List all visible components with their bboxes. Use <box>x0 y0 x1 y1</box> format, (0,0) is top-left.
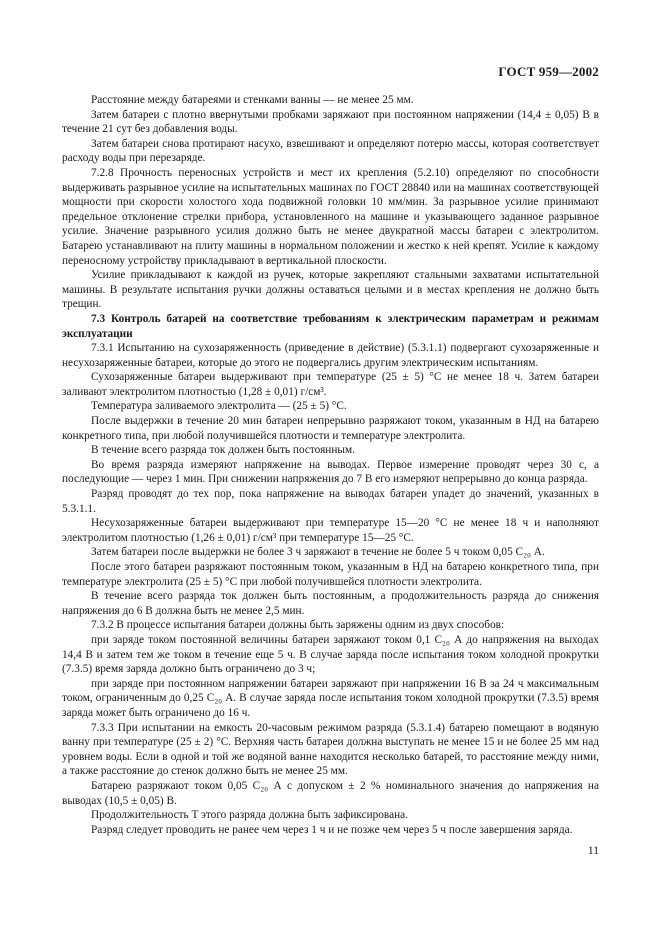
paragraph: Разряд следует проводить не ранее чем через 1 ч и не позже чем через 5 ч после завершения заряда. <box>91 823 573 836</box>
paragraph: Батарею разряжают током 0,05 C₂₀ А с допуском ± 2 % номинального значения до напряжения на выводах (10,5 ± 0,05) В. <box>62 779 599 807</box>
paragraph: 7.3.1 Испытанию на сухозаряженность (приведение в действие) (5.3.1.1) подвергают сухозаряженные и несухозаряженные батареи, которые до этого не подвергались другим электрическим испытаниям. <box>62 342 599 369</box>
paragraph: После выдержки в течение 20 мин батареи непрерывно разряжают током, указанным в НД на батарею конкретного типа, при любой получившейся плотности и температуре электролита. <box>62 415 599 442</box>
paragraph: Усилие прикладывают к каждой из ручек, которые закрепляют стальными захватами испытательной машины. В результате испытания ручки должны оставаться целыми и в местах крепления не должно быть трещин. <box>62 269 599 311</box>
paragraph: Во время разряда измеряют напряжение на выводах. Первое измерение проводят через 30 с, а последующие — через 1 мин. При снижении напряжения до 7 В его измеряют непрерывно до конца разряда. <box>62 458 599 486</box>
standard-header: ГОСТ 959—2002 <box>498 64 599 79</box>
paragraph: Затем батареи после выдержки не более 3 ч заряжают в течение не более 5 ч током 0,05 C₂₀ А. <box>91 546 545 559</box>
paragraph: Температура заливаемого электролита — (25 ± 5) °С. <box>91 400 347 413</box>
paragraph: 7.3.2 В процессе испытания батареи должны быть заряжены одним из двух способов: <box>91 619 505 632</box>
paragraph: Затем батареи с плотно ввернутыми пробками заряжают при постоянном напряжении (14,4 ± 0,05) В в течение 21 сут без добавления воды. <box>62 108 599 136</box>
paragraph: при заряде током постоянной величины батареи заряжают током 0,1 C₂₀ А до напряжения на выходах 14,4 В и затем тем же током в течение еще 5 ч. В случае заряда после испытания током холодной прокрутки (7.3.5) время заряда должно быть ограничено до 3 ч; <box>62 633 599 676</box>
paragraph: 7.3.3 При испытании на емкость 20-часовым режимом разряда (5.3.1.4) батарею помещают в водяную ванну при температуре (25 ± 2) °С. Верхняя часть батареи должна выступать не менее 15 и не более 25 мм над уровнем воды. Если в одной и той же водяной ванне находится несколько батарей, то расстояние между ними, а также расстояние до стенок должно быть не менее 25 мм. <box>62 721 599 778</box>
paragraph: Несухозаряженные батареи выдерживают при температуре 15—20 °С не менее 18 ч и наполняют электролитом плотностью (1,26 ± 0,01) г/см³ при температуре 15—25 °С. <box>62 517 599 544</box>
paragraph: Сухозаряженные батареи выдерживают при температуре (25 ± 5) °С не менее 18 ч. Затем батареи заливают электролитом плотностью (1,28 ± 0,01) г/см³. <box>62 371 599 398</box>
paragraph: при заряде при постоянном напряжении батареи заряжают при напряжении 16 В за 24 ч максимальным током, ограниченным до 0,25 C₂₀ А. В случае заряда после испытания током холодной прокрутки (7.3.5) время заряда может быть ограничено до 16 ч. <box>62 677 599 719</box>
paragraph: После этого батареи разряжают постоянным током, указанным в НД на батарею конкретного типа, при температуре электролита (25 ± 5) °С при любой получившейся плотности электролита. <box>62 561 599 588</box>
paragraph: В течение всего разряда ток должен быть постоянным. <box>91 444 355 457</box>
paragraph: Разряд проводят до тех пор, пока напряжение на выводах батареи упадет до значений, указанных в 5.3.1.1. <box>62 488 599 515</box>
document-body <box>62 93 599 837</box>
paragraph: В течение всего разряда ток должен быть постоянным, а продолжительность разряда до снижения напряжения до 6 В должна быть не менее 2,5 мин. <box>62 590 599 617</box>
paragraph: 7.2.8 Прочность переносных устройств и мест их крепления (5.2.10) определяют по способности выдерживать разрывное усилие на испытательных машинах по ГОСТ 28840 или на машинах соответствующей мощности при скорости холостого хода подвижной головки 10 мм/мин. За разрывное усилие принимают предельное отклонение стрелки прибора, установленного на машине и указывающего заданное разрывное усилие. Значение разрывного усилия должно быть не менее двукратной массы батареи с электролитом. Батарею устанавливают на плиту машины в нормальном положении и жестко к ней крепят. Усилие к каждому переносному устройству прикладывают в вертикальной плоскости. <box>62 166 599 267</box>
paragraph: Продолжительность T этого разряда должна быть зафиксирована. <box>91 809 409 822</box>
paragraph: Расстояние между батареями и стенками ванны — не менее 25 мм. <box>91 94 414 106</box>
section-heading: 7.3 Контроль батарей на соответствие требованиям к электрическим параметрам и режимам эксплуатации <box>62 312 599 340</box>
page-number: 11 <box>587 845 599 857</box>
paragraph: Затем батареи снова протирают насухо, взвешивают и определяют потерю массы, которая соответствует расходу воды при перезаряде. <box>62 137 599 165</box>
